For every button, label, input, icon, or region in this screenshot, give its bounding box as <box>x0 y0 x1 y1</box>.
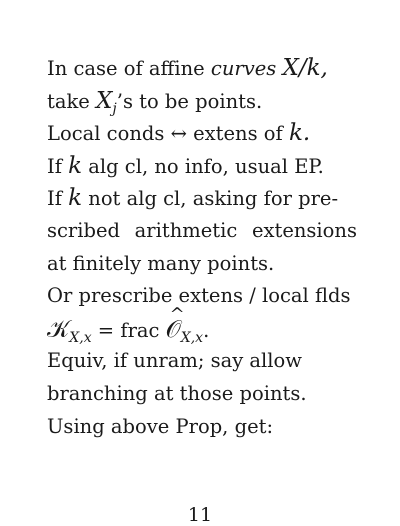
word: extensions <box>251 218 357 242</box>
math-k: k <box>68 152 83 179</box>
line-1 <box>47 52 357 85</box>
text-fragment: alg cl, no info, usual EP. <box>82 154 324 178</box>
text-fragment: Local conds ↔ extens of <box>47 122 289 146</box>
line-8: Or prescribe extens / local flds <box>47 284 351 308</box>
line-2 <box>47 85 357 118</box>
line-7: at finitely many points. <box>47 251 275 275</box>
math-k: k <box>68 185 83 212</box>
body-text <box>47 52 357 443</box>
line-3 <box>47 117 357 150</box>
line-4 <box>47 150 357 183</box>
text-fragment: take <box>47 89 97 113</box>
line-10: Equiv, if unram; say allow <box>47 349 302 373</box>
math-subscript-Xx: X,x <box>180 329 204 346</box>
line-5 <box>47 182 357 215</box>
line-6 <box>47 215 357 248</box>
math-k: k. <box>288 120 311 147</box>
word: arithmetic <box>134 218 238 242</box>
text-fragment: If <box>47 154 69 178</box>
word: scribed <box>47 218 120 242</box>
line-12: Using above Prop, get: <box>47 414 274 438</box>
math-hat-script-O: ^ 𝒪 <box>166 313 181 346</box>
math-subscript-Xx: X,x <box>69 329 92 346</box>
line-9-formula <box>47 313 357 346</box>
text-fragment: ’s to be points. <box>116 89 263 113</box>
line-11: branching at those points. <box>47 381 307 405</box>
math-X-over-k: X/k, <box>282 55 328 81</box>
math-X: X <box>96 87 113 114</box>
page-number: 11 <box>187 504 213 526</box>
text-fragment: = frac <box>91 318 166 342</box>
italic-curves: curves <box>210 57 277 80</box>
text-fragment: not alg cl, asking for pre- <box>82 187 339 211</box>
text-fragment: In case of affine <box>47 57 211 80</box>
text-fragment: . <box>203 318 210 342</box>
math-script-K: 𝒦 <box>47 314 70 343</box>
text-fragment: If <box>47 187 69 211</box>
math-subscript-j: j <box>112 100 117 117</box>
